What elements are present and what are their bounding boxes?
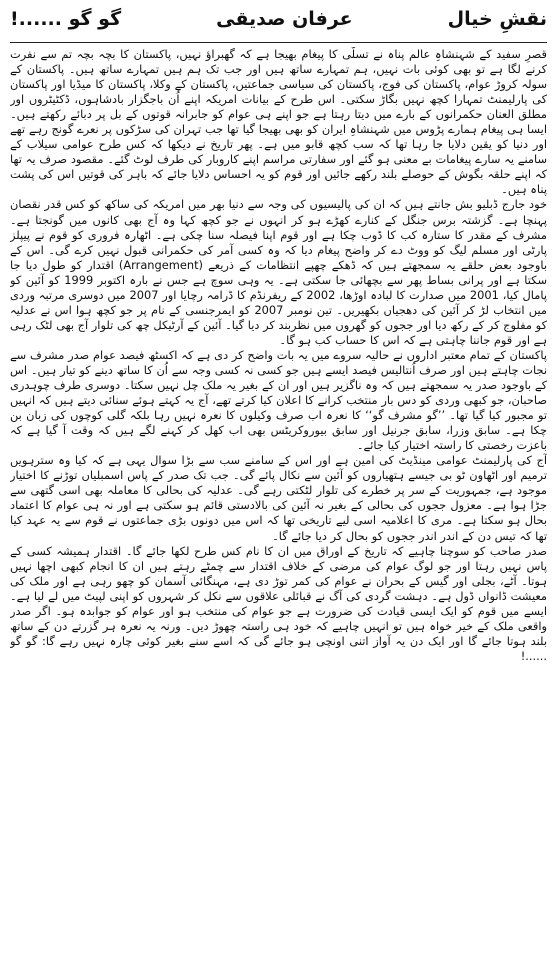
paragraph: پاکستان کے تمام معتبر اداروں نے حالیہ سروے میں یہ بات واضح کر دی ہے کہ اکسٹھ فیصد عوام صدر مشرف سے نجات چاہتے ہیں اور صرف اُنتالیس فیصد ایسے ہیں جو کسی نہ کسی وجہ سے اُن کا ساتھ دینے کو تیار ہیں۔ اس کے باوجود صدر یہ سمجھتے ہیں کہ وہ ناگزیر ہیں اور ان کے بغیر یہ ملک چل نہیں سکتا۔ دوسری طرف چوہدری صاحبان، جو کبھی وردی کو دس بار منتخب کرانے کا اعلان کیا کرتے تھے، آج یہ کہتے ہوئے سنائی دیتے ہیں کہ انہیں تو مجبور کیا گیا تھا۔ ’’گو مشرف گو‘‘ کا نعرہ اب صرف وکیلوں کا نعرہ نہیں رہا بلکہ گلی کوچوں کی زبان بن چکا ہے۔ سابق وزرا، سابق جرنیل اور سابق بیوروکریٹس بھی اب کھل کر کہنے لگے ہیں کہ وقت آ گیا ہے کہ باعزت رخصتی کا راستہ اختیار کیا جائے۔ bbox=[10, 347, 547, 453]
article-body bbox=[10, 47, 547, 961]
paragraph: صدر صاحب کو سوچنا چاہیے کہ تاریخ کے اوراق میں ان کا نام کس طرح لکھا جائے گا۔ اقتدار ہمیشہ کسی کے پاس نہیں رہتا اور جو لوگ عوام کی مرضی کے خلاف اقتدار سے چمٹے رہتے ہیں ان کا انجام کبھی اچھا نہیں ہوتا۔ آٹے، بجلی اور گیس کے بحران نے عوام کی کمر توڑ دی ہے، مہنگائی آسمان کو چھو رہی ہے اور ملک کی معیشت ڈانواں ڈول ہے۔ دہشت گردی کی آگ نے قبائلی علاقوں سے نکل کر شہروں کو اپنی لپیٹ میں لے لیا ہے۔ ایسے میں قوم کو ایک ایسی قیادت کی ضرورت ہے جو عوام کی منتخب ہو اور عوام کو جوابدہ ہو۔ اگر صدر واقعی ملک کے خیر خواہ ہیں تو انہیں چاہیے کہ خود ہی راستہ چھوڑ دیں۔ ورنہ یہ نعرہ ہر گزرتے دن کے ساتھ بلند ہوتا جائے گا اور ایک دن یہ آواز اتنی اونچی ہو جائے گی کہ اسے سنے بغیر کوئی چارہ نہیں رہے گا: گو گو ......! bbox=[10, 543, 547, 663]
column-header bbox=[10, 8, 547, 43]
author-name: عرفان صدیقی bbox=[216, 8, 353, 30]
paragraph: خود جارج ڈبلیو بش جانتے ہیں کہ ان کی پالیسیوں کی وجہ سے دنیا بھر میں امریکہ کی ساکھ کو کس قدر نقصان پہنچا ہے۔ گزشتہ برس جنگل کے کنارے کھڑے ہو کر انہوں نے جو کچھ کہا وہ آج بھی کانوں میں گونجتا ہے۔ مشرف کے مقدر کا ستارہ کب کا ڈوب چکا ہے اور قوم اپنا فیصلہ سنا چکی ہے۔ اٹھارہ فروری کو قوم نے پیپلز پارٹی اور مسلم لیگ کو ووٹ دے کر واضح پیغام دیا کہ وہ کسی آمر کی حکمرانی قبول نہیں کرے گی۔ اس کے باوجود بعض حلقے یہ سمجھتے ہیں کہ ڈھکے چھپے انتظامات کے ذریعے (Arrangement) اقتدار کو طول دیا جا سکتا ہے اور پرانی بساط پھر سے بچھائی جا سکتی ہے۔ یہ وہی سوچ ہے جس نے بارہ اکتوبر 1999 کو آئین کو پامال کیا، 2001 میں صدارت کا لبادہ اوڑھا، 2002 کے ریفرنڈم کا ڈرامہ رچایا اور 2007 میں دوسری مرتبہ وردی میں انتخاب لڑ کر آئین کی دھجیاں بکھیریں۔ تین نومبر 2007 کو ایمرجنسی کے نام پر جو کچھ ہوا اس نے عدلیہ کو مفلوج کر کے رکھ دیا اور ججوں کو گھروں میں نظربند کر دیا گیا۔ آئین کے آرٹیکل چھ کی تلوار آج بھی لٹک رہی ہے اور قوم جاننا چاہتی ہے کہ اس کا حساب کب ہو گا۔ bbox=[10, 197, 547, 347]
paragraph: قصرِ سفید کے شہنشاہِ عالم پناہ نے تسلّی کا پیغام بھیجا ہے کہ گھبراؤ نہیں، پاکستان کا بچہ بچہ تم سے نفرت کرنے لگا ہے تو بھی کوئی بات نہیں، ہم تمہارے ساتھ ہیں اور جب تک ہم ہیں تمہارے ساتھ ہیں۔ پاکستان کے سولہ کروڑ عوام، پاکستان کی فوج، پاکستان کی سیاسی جماعتیں، پاکستان کے وکلا، پاکستان کا میڈیا اور پاکستان کی پارلیمنٹ تمہارا کچھ نہیں بگاڑ سکتی۔ اس طرح کے بیانات امریکہ اپنے اُن باجگزار بادشاہوں، ڈکٹیٹروں اور مطلق العنان حکمرانوں کے بارے میں دیتا رہتا ہے جو اپنے ہی عوام کو جابرانہ قوتوں کے بل پر دبائے رکھتے ہیں۔ ایسا ہی پیغام ہمارے پڑوس میں شہنشاہِ ایران کو بھی بھیجا گیا تھا جب تہران کی سڑکوں پر نعرے گونج رہے تھے اور دنیا کو یقین دلایا جا رہا تھا کہ سب کچھ قابو میں ہے۔ پھر تاریخ نے دیکھا کہ کس طرح عوامی سیلاب کے سامنے یہ سارے پیغامات بے معنی ہو گئے اور سفارتی مراسم اپنے کاروبار کی طرف لوٹ گئے۔ مقصود صرف یہ تھا کہ اپنے حلقہ بگوش کے حوصلے بلند رکھے جائیں اور قوم کو یہ احساس دلایا جائے کہ باہر کی قوتیں اس کی پشت پناہ ہیں۔ bbox=[10, 47, 547, 197]
column-title: گو گو ......! bbox=[10, 8, 122, 30]
column-name: نقشِ خیال bbox=[447, 8, 547, 30]
paragraph: آج کی پارلیمنٹ عوامی مینڈیٹ کی امین ہے اور اس کے سامنے سب سے بڑا سوال یہی ہے کہ کیا وہ سترہویں ترمیم اور اٹھاون ٹو بی جیسے ہتھیاروں کو آئین سے نکال پائے گی۔ جب تک صدر کے پاس اسمبلیاں توڑنے کا اختیار موجود ہے، جمہوریت کے سر پر خطرے کی تلوار لٹکتی رہے گی۔ عدلیہ کی بحالی کا معاملہ بھی اسی گتھی سے جڑا ہوا ہے۔ معزول ججوں کی بحالی کے بغیر نہ آئین کی بالادستی قائم ہو سکتی ہے اور نہ ہی عوام کا اعتماد بحال ہو سکتا ہے۔ مری کا اعلامیہ اسی لیے تاریخی تھا کہ اس میں دونوں بڑی جماعتوں نے قوم سے یہ عہد کیا تھا کہ تیس دن کے اندر اندر ججوں کو بحال کر دیا جائے گا۔ bbox=[10, 453, 547, 543]
